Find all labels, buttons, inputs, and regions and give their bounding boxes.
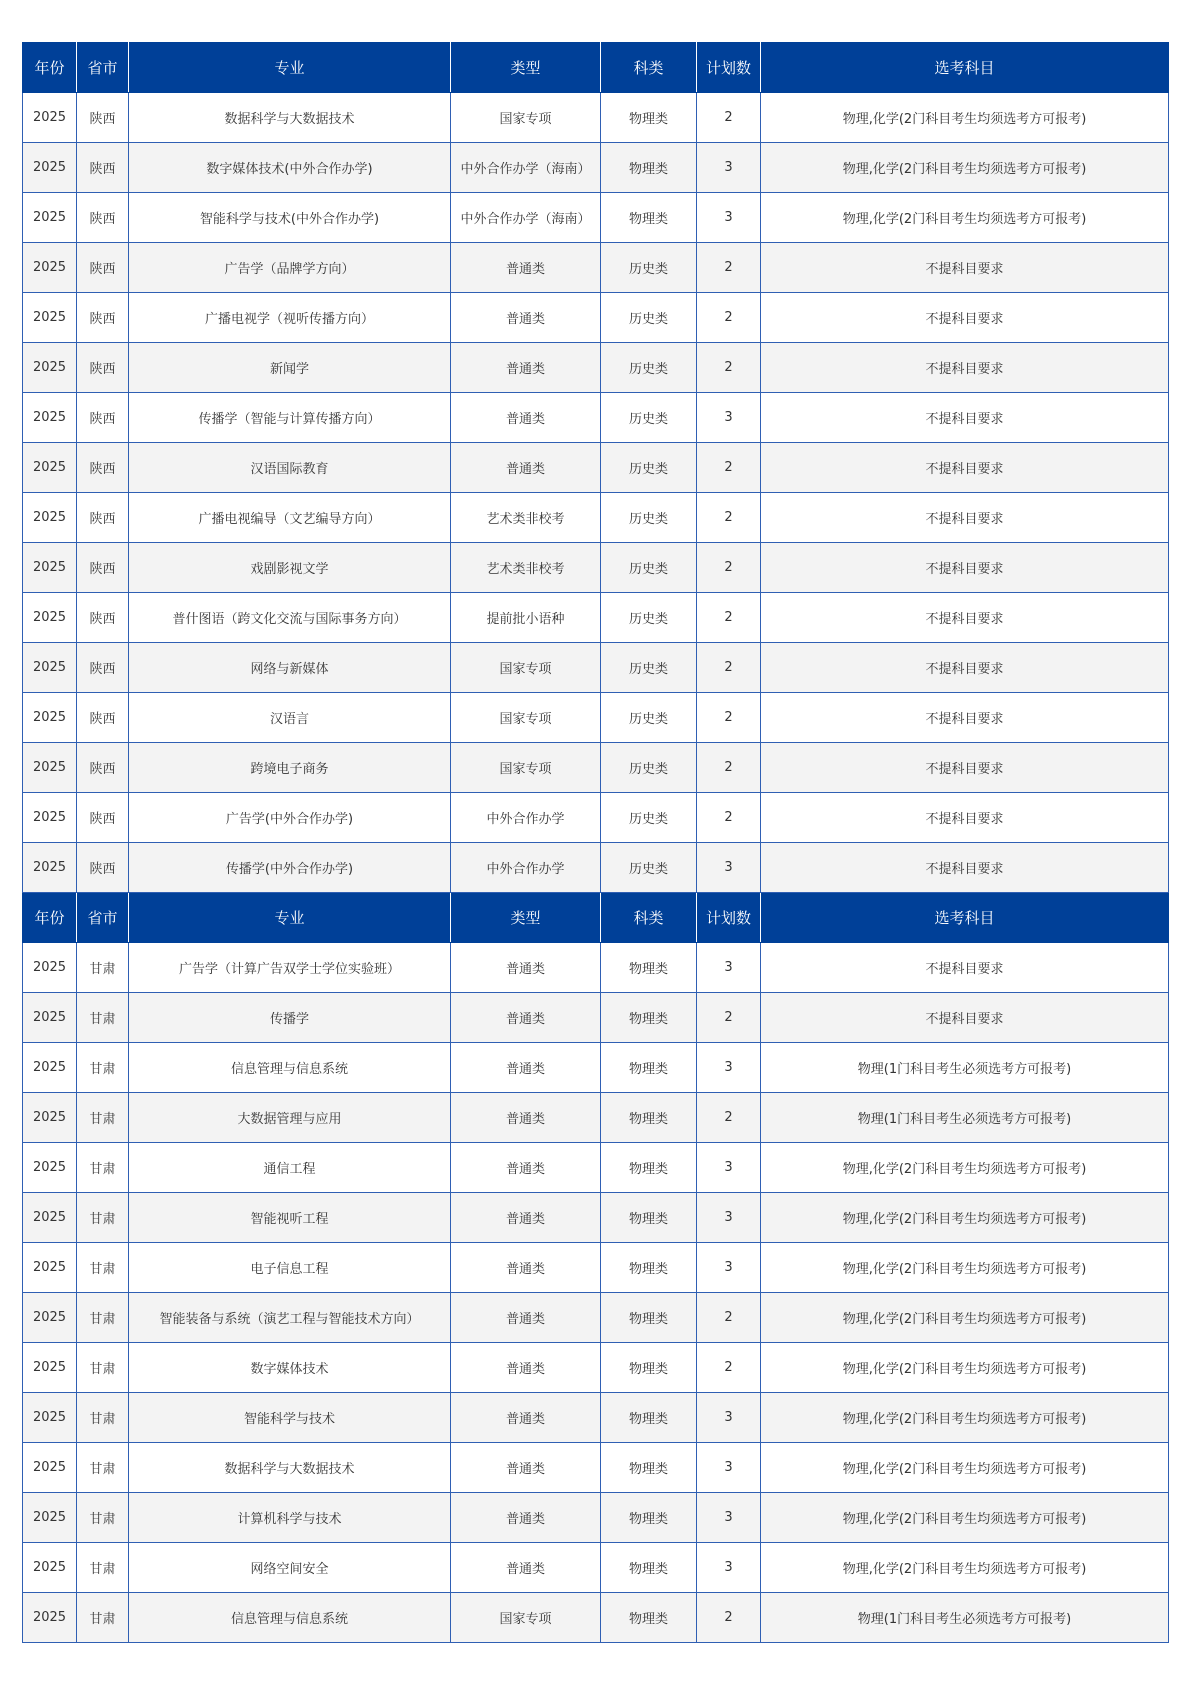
table-row [23,1143,1169,1193]
cell-type: 普通类 [451,243,601,293]
cell-year: 2025 [23,793,77,843]
cell-major: 数据科学与大数据技术 [129,1443,451,1493]
cell-province: 陕西 [77,243,129,293]
cell-major: 汉语言 [129,693,451,743]
cell-province: 甘肃 [77,1593,129,1643]
cell-plan-count: 2 [697,343,761,393]
table-row [23,1593,1169,1643]
table-row [23,193,1169,243]
table-row [23,1193,1169,1243]
cell-type: 普通类 [451,1393,601,1443]
column-header-type: 类型 [451,893,601,943]
table-row [23,1043,1169,1093]
cell-year: 2025 [23,293,77,343]
table-row [23,293,1169,343]
cell-major: 传播学 [129,993,451,1043]
column-header-required-subjects: 选考科目 [761,893,1169,943]
cell-type: 普通类 [451,1243,601,1293]
cell-year: 2025 [23,1243,77,1293]
cell-category: 历史类 [601,293,697,343]
table-header-row [23,43,1169,93]
column-header-category: 科类 [601,43,697,93]
cell-required-subjects: 不提科目要求 [761,393,1169,443]
cell-major: 传播学（智能与计算传播方向） [129,393,451,443]
table-row [23,1293,1169,1343]
cell-year: 2025 [23,1393,77,1443]
cell-required-subjects: 物理,化学(2门科目考生均须选考方可报考) [761,193,1169,243]
cell-type: 国家专项 [451,693,601,743]
cell-major: 广告学（品牌学方向） [129,243,451,293]
cell-category: 物理类 [601,1393,697,1443]
cell-type: 普通类 [451,1143,601,1193]
cell-plan-count: 2 [697,693,761,743]
cell-year: 2025 [23,1043,77,1093]
table-row [23,93,1169,143]
cell-type: 中外合作办学（海南） [451,143,601,193]
table-row [23,843,1169,893]
column-header-major: 专业 [129,43,451,93]
cell-plan-count: 2 [697,443,761,493]
cell-required-subjects: 物理,化学(2门科目考生均须选考方可报考) [761,1343,1169,1393]
cell-province: 甘肃 [77,1393,129,1443]
table-row [23,643,1169,693]
cell-year: 2025 [23,943,77,993]
cell-type: 普通类 [451,393,601,443]
cell-plan-count: 2 [697,493,761,543]
cell-category: 物理类 [601,1343,697,1393]
cell-required-subjects: 不提科目要求 [761,993,1169,1043]
cell-category: 物理类 [601,143,697,193]
cell-plan-count: 2 [697,743,761,793]
table-row [23,143,1169,193]
cell-required-subjects: 不提科目要求 [761,443,1169,493]
cell-required-subjects: 物理,化学(2门科目考生均须选考方可报考) [761,1143,1169,1193]
cell-major: 广告学(中外合作办学) [129,793,451,843]
cell-year: 2025 [23,93,77,143]
column-header-year: 年份 [23,43,77,93]
cell-type: 普通类 [451,443,601,493]
cell-plan-count: 2 [697,543,761,593]
cell-province: 甘肃 [77,1493,129,1543]
cell-type: 普通类 [451,1443,601,1493]
cell-year: 2025 [23,343,77,393]
cell-province: 甘肃 [77,943,129,993]
cell-year: 2025 [23,1293,77,1343]
cell-required-subjects: 不提科目要求 [761,793,1169,843]
cell-category: 物理类 [601,1043,697,1093]
cell-required-subjects: 不提科目要求 [761,943,1169,993]
table-row [23,993,1169,1043]
cell-province: 甘肃 [77,1043,129,1093]
cell-year: 2025 [23,543,77,593]
table-row [23,243,1169,293]
cell-province: 甘肃 [77,1093,129,1143]
cell-province: 陕西 [77,793,129,843]
cell-category: 历史类 [601,493,697,543]
cell-plan-count: 3 [697,1393,761,1443]
column-header-year: 年份 [23,893,77,943]
cell-required-subjects: 不提科目要求 [761,693,1169,743]
cell-plan-count: 2 [697,793,761,843]
cell-major: 通信工程 [129,1143,451,1193]
cell-major: 网络与新媒体 [129,643,451,693]
enrollment-plan-table [22,42,1169,1643]
cell-type: 普通类 [451,1193,601,1243]
cell-plan-count: 2 [697,1343,761,1393]
cell-year: 2025 [23,393,77,443]
cell-year: 2025 [23,443,77,493]
cell-year: 2025 [23,1443,77,1493]
cell-year: 2025 [23,1193,77,1243]
cell-major: 广告学（计算广告双学士学位实验班） [129,943,451,993]
cell-year: 2025 [23,493,77,543]
cell-type: 普通类 [451,293,601,343]
column-header-category: 科类 [601,893,697,943]
cell-category: 历史类 [601,743,697,793]
table-header-row [23,893,1169,943]
cell-province: 陕西 [77,693,129,743]
cell-year: 2025 [23,193,77,243]
cell-plan-count: 3 [697,1443,761,1493]
cell-province: 陕西 [77,293,129,343]
cell-province: 陕西 [77,93,129,143]
table-row [23,443,1169,493]
table-row [23,593,1169,643]
cell-type: 国家专项 [451,1593,601,1643]
cell-type: 普通类 [451,1493,601,1543]
cell-major: 数字媒体技术 [129,1343,451,1393]
cell-year: 2025 [23,1543,77,1593]
cell-required-subjects: 物理,化学(2门科目考生均须选考方可报考) [761,93,1169,143]
cell-required-subjects: 物理,化学(2门科目考生均须选考方可报考) [761,1243,1169,1293]
column-header-plan-count: 计划数 [697,893,761,943]
cell-category: 物理类 [601,93,697,143]
cell-plan-count: 3 [697,943,761,993]
cell-year: 2025 [23,993,77,1043]
cell-plan-count: 2 [697,1293,761,1343]
cell-plan-count: 2 [697,293,761,343]
table-row [23,1543,1169,1593]
cell-category: 历史类 [601,693,697,743]
table-row [23,943,1169,993]
cell-major: 大数据管理与应用 [129,1093,451,1143]
cell-type: 普通类 [451,1093,601,1143]
cell-category: 历史类 [601,393,697,443]
cell-plan-count: 3 [697,1493,761,1543]
cell-type: 普通类 [451,1543,601,1593]
cell-province: 陕西 [77,843,129,893]
column-header-type: 类型 [451,43,601,93]
cell-category: 历史类 [601,793,697,843]
cell-category: 物理类 [601,1443,697,1493]
cell-required-subjects: 不提科目要求 [761,543,1169,593]
cell-type: 国家专项 [451,743,601,793]
cell-province: 甘肃 [77,1343,129,1393]
table-row [23,793,1169,843]
cell-required-subjects: 不提科目要求 [761,843,1169,893]
cell-province: 陕西 [77,443,129,493]
cell-year: 2025 [23,593,77,643]
cell-plan-count: 3 [697,1143,761,1193]
cell-type: 中外合作办学（海南） [451,193,601,243]
cell-type: 艺术类非校考 [451,493,601,543]
cell-type: 艺术类非校考 [451,543,601,593]
cell-required-subjects: 不提科目要求 [761,343,1169,393]
table-row [23,1243,1169,1293]
cell-year: 2025 [23,143,77,193]
cell-required-subjects: 物理(1门科目考生必须选考方可报考) [761,1593,1169,1643]
cell-type: 中外合作办学 [451,843,601,893]
cell-required-subjects: 物理,化学(2门科目考生均须选考方可报考) [761,1543,1169,1593]
cell-type: 普通类 [451,943,601,993]
cell-required-subjects: 不提科目要求 [761,643,1169,693]
cell-year: 2025 [23,643,77,693]
cell-province: 甘肃 [77,1193,129,1243]
table-body [23,43,1169,1643]
cell-major: 传播学(中外合作办学) [129,843,451,893]
cell-province: 陕西 [77,143,129,193]
cell-major: 汉语国际教育 [129,443,451,493]
cell-required-subjects: 物理,化学(2门科目考生均须选考方可报考) [761,1293,1169,1343]
cell-year: 2025 [23,243,77,293]
cell-category: 物理类 [601,993,697,1043]
cell-required-subjects: 不提科目要求 [761,743,1169,793]
cell-year: 2025 [23,1143,77,1193]
column-header-required-subjects: 选考科目 [761,43,1169,93]
cell-major: 智能科学与技术 [129,1393,451,1443]
table-row [23,493,1169,543]
cell-category: 物理类 [601,1593,697,1643]
cell-year: 2025 [23,1343,77,1393]
column-header-major: 专业 [129,893,451,943]
cell-category: 历史类 [601,593,697,643]
cell-category: 物理类 [601,1293,697,1343]
cell-major: 新闻学 [129,343,451,393]
cell-type: 国家专项 [451,93,601,143]
cell-required-subjects: 不提科目要求 [761,593,1169,643]
column-header-province: 省市 [77,43,129,93]
table-row [23,1493,1169,1543]
cell-major: 数字媒体技术(中外合作办学) [129,143,451,193]
cell-category: 物理类 [601,1093,697,1143]
cell-province: 甘肃 [77,1443,129,1493]
cell-required-subjects: 物理,化学(2门科目考生均须选考方可报考) [761,1493,1169,1543]
cell-year: 2025 [23,693,77,743]
cell-major: 网络空间安全 [129,1543,451,1593]
cell-major: 智能装备与系统（演艺工程与智能技术方向） [129,1293,451,1343]
cell-province: 甘肃 [77,1293,129,1343]
cell-major: 电子信息工程 [129,1243,451,1293]
cell-plan-count: 2 [697,1593,761,1643]
cell-category: 物理类 [601,1543,697,1593]
cell-required-subjects: 不提科目要求 [761,293,1169,343]
cell-major: 信息管理与信息系统 [129,1043,451,1093]
cell-province: 陕西 [77,193,129,243]
cell-plan-count: 3 [697,193,761,243]
cell-province: 甘肃 [77,1143,129,1193]
cell-province: 陕西 [77,493,129,543]
cell-required-subjects: 物理(1门科目考生必须选考方可报考) [761,1043,1169,1093]
cell-province: 陕西 [77,743,129,793]
cell-category: 物理类 [601,943,697,993]
cell-required-subjects: 物理,化学(2门科目考生均须选考方可报考) [761,1443,1169,1493]
column-header-province: 省市 [77,893,129,943]
cell-province: 陕西 [77,543,129,593]
cell-province: 陕西 [77,593,129,643]
cell-year: 2025 [23,1493,77,1543]
cell-plan-count: 2 [697,643,761,693]
cell-major: 戏剧影视文学 [129,543,451,593]
table-row [23,393,1169,443]
cell-type: 国家专项 [451,643,601,693]
cell-province: 甘肃 [77,1543,129,1593]
column-header-plan-count: 计划数 [697,43,761,93]
cell-province: 甘肃 [77,993,129,1043]
cell-type: 普通类 [451,993,601,1043]
cell-category: 历史类 [601,443,697,493]
cell-category: 物理类 [601,1193,697,1243]
cell-category: 历史类 [601,543,697,593]
cell-plan-count: 2 [697,993,761,1043]
cell-type: 普通类 [451,343,601,393]
cell-type: 提前批小语种 [451,593,601,643]
cell-province: 陕西 [77,343,129,393]
cell-category: 物理类 [601,1493,697,1543]
table-row [23,1343,1169,1393]
cell-year: 2025 [23,843,77,893]
cell-major: 信息管理与信息系统 [129,1593,451,1643]
cell-province: 陕西 [77,393,129,443]
cell-major: 计算机科学与技术 [129,1493,451,1543]
cell-required-subjects: 物理,化学(2门科目考生均须选考方可报考) [761,143,1169,193]
table-row [23,743,1169,793]
cell-category: 物理类 [601,193,697,243]
cell-major: 智能视听工程 [129,1193,451,1243]
cell-major: 广播电视学（视听传播方向） [129,293,451,343]
table-row [23,1443,1169,1493]
cell-plan-count: 2 [697,593,761,643]
table-row [23,1093,1169,1143]
cell-plan-count: 3 [697,843,761,893]
cell-type: 中外合作办学 [451,793,601,843]
cell-plan-count: 3 [697,1243,761,1293]
cell-category: 历史类 [601,243,697,293]
cell-major: 普什图语（跨文化交流与国际事务方向） [129,593,451,643]
cell-category: 物理类 [601,1143,697,1193]
cell-major: 数据科学与大数据技术 [129,93,451,143]
cell-year: 2025 [23,1093,77,1143]
cell-major: 广播电视编导（文艺编导方向） [129,493,451,543]
cell-category: 物理类 [601,1243,697,1293]
cell-major: 智能科学与技术(中外合作办学) [129,193,451,243]
cell-type: 普通类 [451,1293,601,1343]
cell-category: 历史类 [601,843,697,893]
cell-category: 历史类 [601,343,697,393]
cell-required-subjects: 不提科目要求 [761,243,1169,293]
cell-required-subjects: 物理,化学(2门科目考生均须选考方可报考) [761,1393,1169,1443]
cell-province: 陕西 [77,643,129,693]
cell-plan-count: 2 [697,243,761,293]
cell-required-subjects: 不提科目要求 [761,493,1169,543]
cell-year: 2025 [23,743,77,793]
cell-required-subjects: 物理,化学(2门科目考生均须选考方可报考) [761,1193,1169,1243]
cell-plan-count: 3 [697,1543,761,1593]
cell-type: 普通类 [451,1343,601,1393]
cell-plan-count: 3 [697,143,761,193]
cell-required-subjects: 物理(1门科目考生必须选考方可报考) [761,1093,1169,1143]
cell-year: 2025 [23,1593,77,1643]
cell-plan-count: 2 [697,1093,761,1143]
cell-type: 普通类 [451,1043,601,1093]
cell-plan-count: 3 [697,1193,761,1243]
table-row [23,1393,1169,1443]
cell-plan-count: 3 [697,1043,761,1093]
cell-plan-count: 3 [697,393,761,443]
cell-major: 跨境电子商务 [129,743,451,793]
table-row [23,543,1169,593]
table-row [23,343,1169,393]
table-row [23,693,1169,743]
cell-plan-count: 2 [697,93,761,143]
cell-category: 历史类 [601,643,697,693]
cell-province: 甘肃 [77,1243,129,1293]
